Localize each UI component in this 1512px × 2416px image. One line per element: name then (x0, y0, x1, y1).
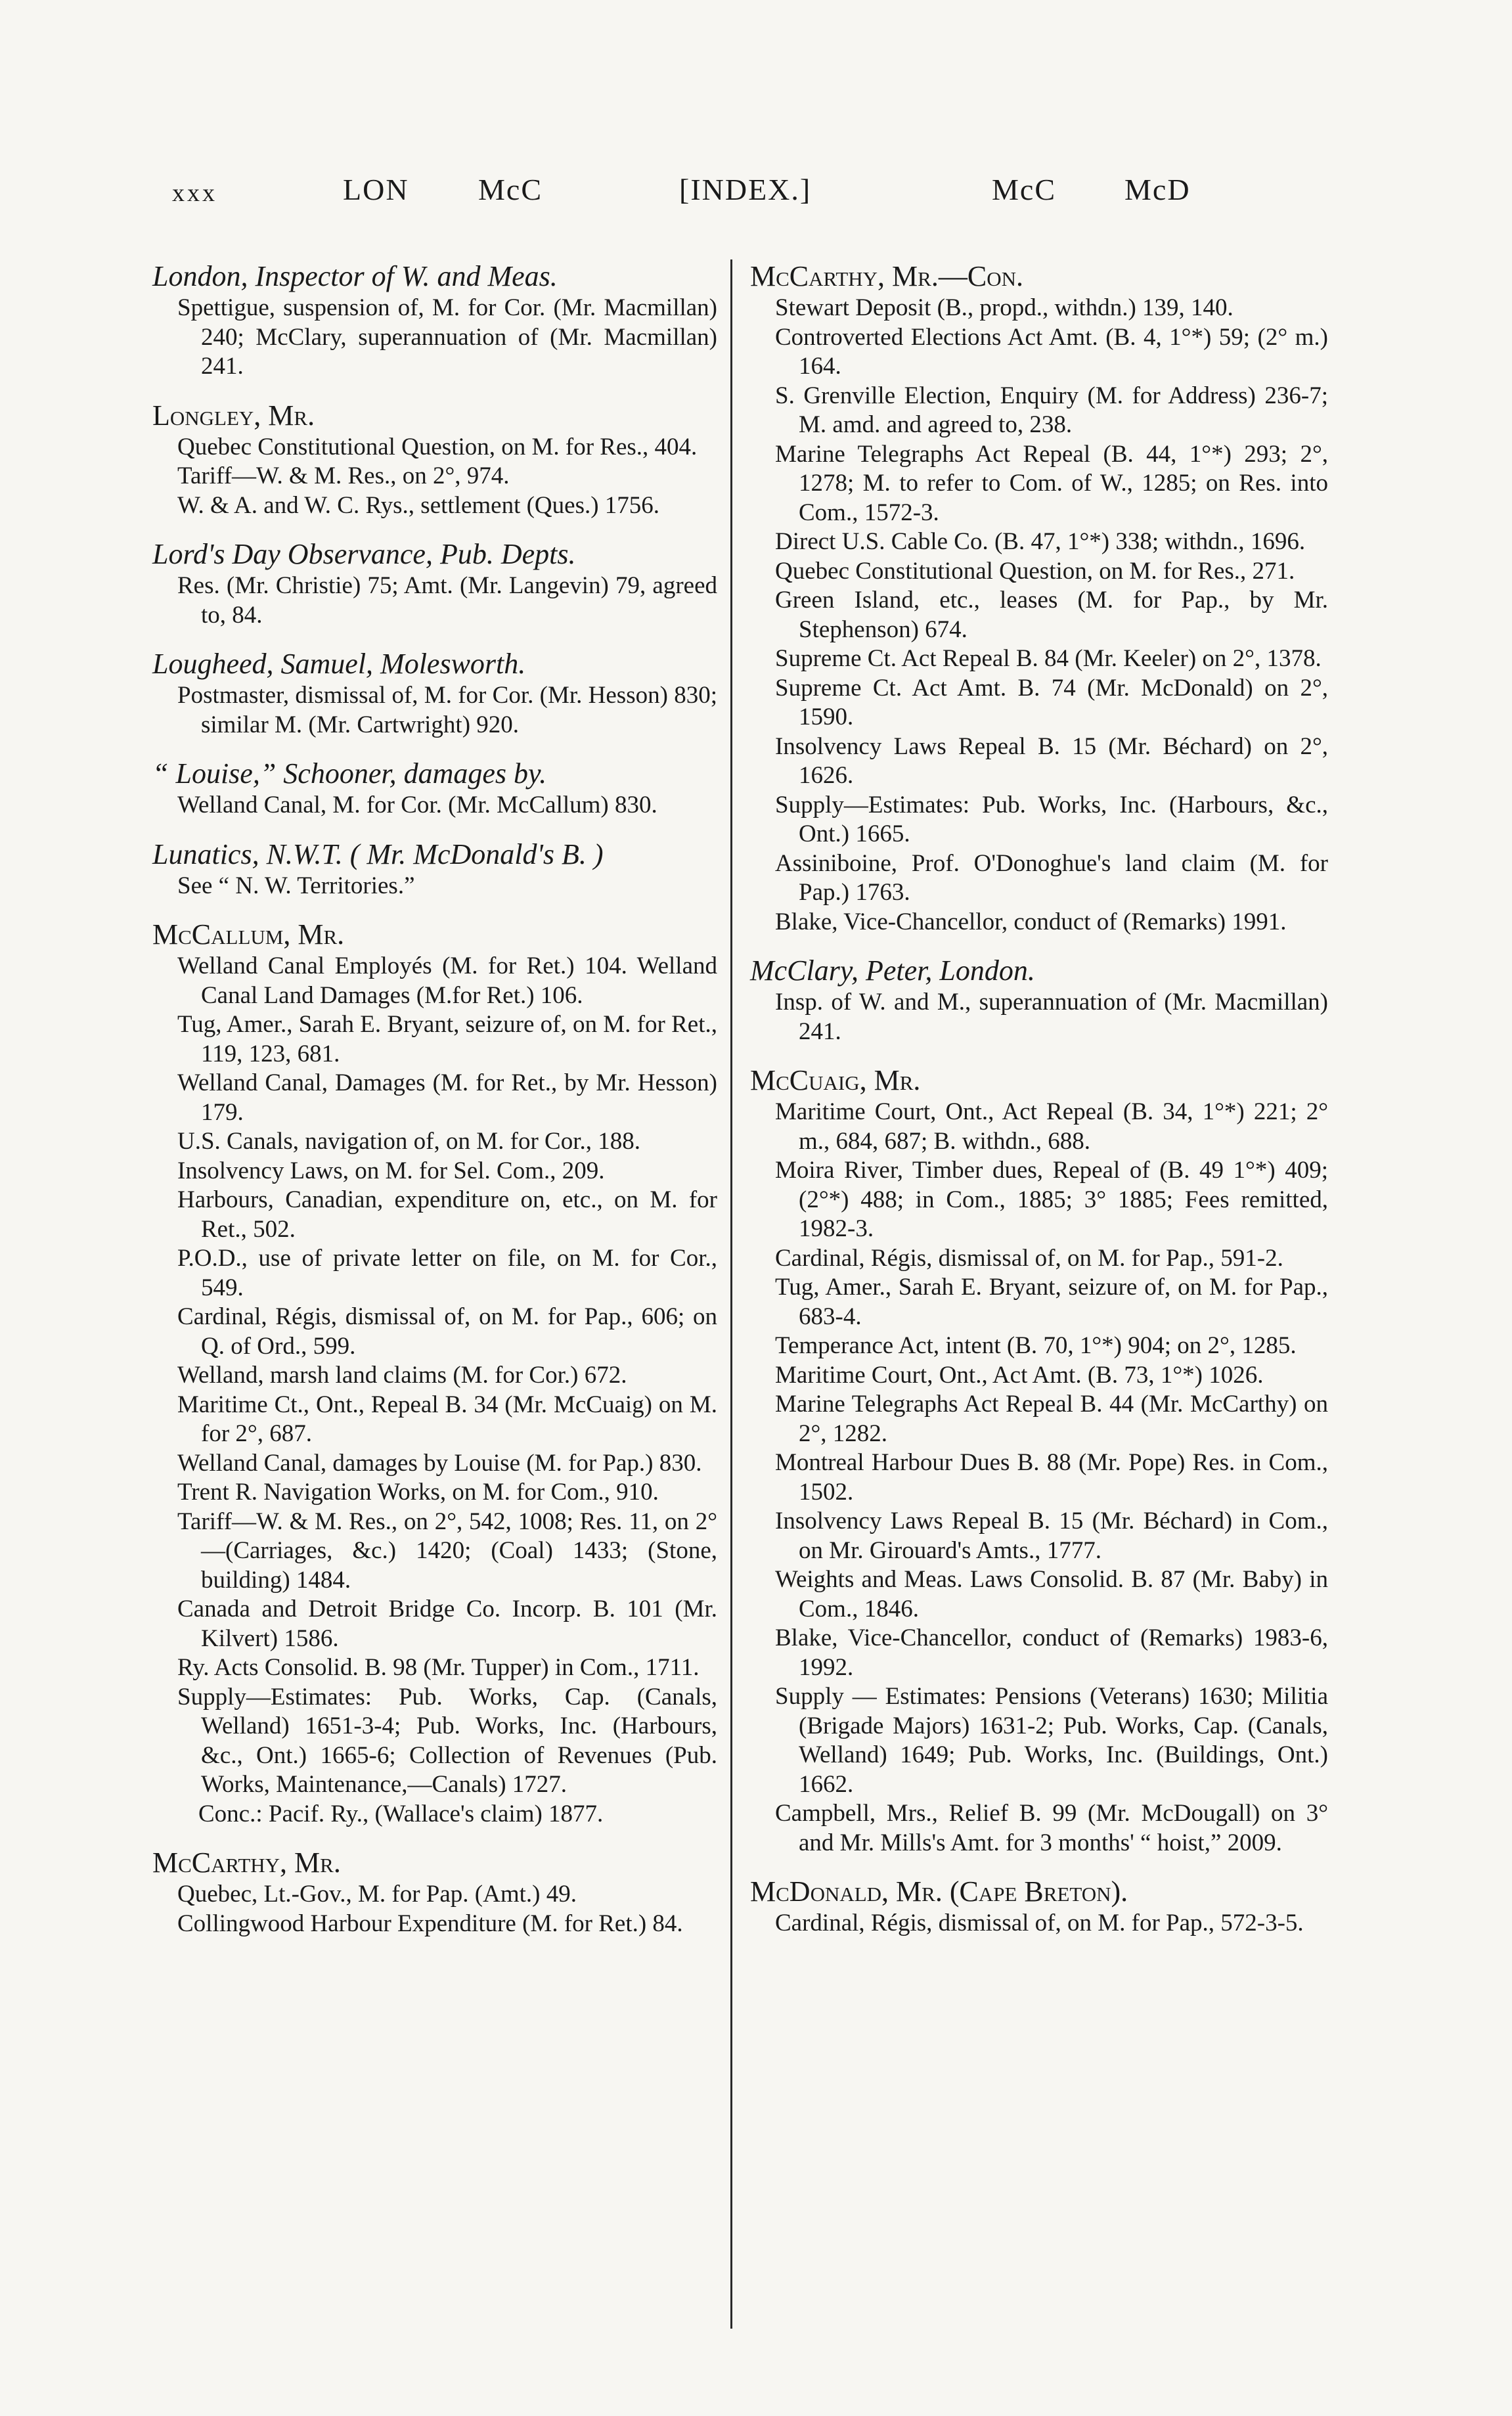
entry-heading: Lord's Day Observance, Pub. Depts. (152, 538, 576, 570)
entry-reference: Assiniboine, Prof. O'Donoghue's land claim (M. for Pap.) 1763. (775, 849, 1328, 906)
entry-heading: McClary, Peter, London. (750, 954, 1035, 987)
entry-reference: S. Grenville Election, Enquiry (M. for Address) 236-7; M. amd. and agreed to, 238. (775, 382, 1328, 438)
running-head-lon: LON (343, 173, 409, 206)
entry-reference: Spettigue, suspension of, M. for Cor. (Mr. Macmillan) 240; McClary, superannuation of (Mr. Macmillan) 241. (177, 294, 717, 380)
entry-reference: Marine Telegraphs Act Repeal (B. 44, 1°*) 293; 2°, 1278; M. to refer to Com. of W., 1285; on Res. into Com., 1572-3. (775, 440, 1328, 526)
index-entry (750, 1063, 1328, 1858)
entry-reference: Res. (Mr. Christie) 75; Amt. (Mr. Langevin) 79, agreed to, 84. (177, 572, 717, 629)
entry-heading: Lunatics, N.W.T. ( Mr. McDonald's B. ) (152, 838, 604, 870)
entry-heading: McCallum, Mr. (152, 918, 345, 951)
index-entry (750, 954, 1328, 1046)
index-entry (152, 537, 717, 630)
entry-reference: Maritime Ct., Ont., Repeal B. 34 (Mr. McCuaig) on M. for 2°, 687. (177, 1391, 717, 1447)
column-divider (730, 259, 732, 2329)
page-number: xxx (172, 179, 217, 207)
index-entry (750, 259, 1328, 937)
entry-reference: Canada and Detroit Bridge Co. Incorp. B. 101 (Mr. Kilvert) 1586. (177, 1596, 717, 1652)
entry-reference: Quebec Constitutional Question, on M. for Res., 404. (177, 433, 698, 460)
entry-reference: Tariff—W. & M. Res., on 2°, 974. (177, 462, 510, 489)
index-entry (152, 838, 717, 901)
entry-reference: Insolvency Laws, on M. for Sel. Com., 209. (177, 1157, 605, 1184)
entry-reference: Insolvency Laws Repeal B. 15 (Mr. Béchard) on 2°, 1626. (775, 732, 1328, 789)
entry-reference: Supply — Estimates: Pensions (Veterans) 1630; Militia (Brigade Majors) 1631-2; Pub. Works, Cap. (Canals, Welland) 1649; Pub. Works, Inc. (Buildings, Ont.) 1662. (775, 1683, 1328, 1798)
index-entry (750, 1875, 1328, 1938)
entry-heading: McCarthy, Mr.—Con. (750, 260, 1023, 292)
entry-reference: Welland, marsh land claims (M. for Cor.) 672. (177, 1362, 627, 1389)
entry-reference: Weights and Meas. Laws Consolid. B. 87 (Mr. Baby) in Com., 1846. (775, 1566, 1328, 1622)
entry-reference: Welland Canal, damages by Louise (M. for Pap.) 830. (177, 1449, 702, 1477)
entry-reference: Tug, Amer., Sarah E. Bryant, seizure of, on M. for Pap., 683-4. (775, 1274, 1328, 1330)
left-column (152, 259, 717, 1956)
entry-heading: “ Louise,” Schooner, damages by. (152, 757, 547, 790)
running-head-mcc-left: McC (478, 173, 543, 206)
entry-reference: Ry. Acts Consolid. B. 98 (Mr. Tupper) in Com., 1711. (177, 1654, 700, 1681)
entry-reference: Temperance Act, intent (B. 70, 1°*) 904; on 2°, 1285. (775, 1332, 1297, 1359)
entry-reference: U.S. Canals, navigation of, on M. for Cor., 188. (177, 1128, 641, 1155)
entry-reference: Montreal Harbour Dues B. 88 (Mr. Pope) Res. in Com., 1502. (775, 1449, 1328, 1506)
entry-reference: Cardinal, Régis, dismissal of, on M. for Pap., 606; on Q. of Ord., 599. (177, 1303, 717, 1360)
entry-reference: Welland Canal, M. for Cor. (Mr. McCallum) 830. (177, 792, 657, 818)
entry-reference: Welland Canal, Damages (M. for Ret., by Mr. Hesson) 179. (177, 1069, 717, 1126)
entry-reference: Tug, Amer., Sarah E. Bryant, seizure of, on M. for Ret., 119, 123, 681. (177, 1011, 717, 1067)
entry-reference: Maritime Court, Ont., Act Repeal (B. 34, 1°*) 221; 2° m., 684, 687; B. withdn., 688. (775, 1098, 1328, 1155)
entry-subreference: Conc.: Pacif. Ry., (Wallace's claim) 1877. (198, 1800, 604, 1827)
entry-reference: Controverted Elections Act Amt. (B. 4, 1°*) 59; (2° m.) 164. (775, 323, 1328, 380)
entry-reference: Blake, Vice-Chancellor, conduct of (Remarks) 1991. (775, 908, 1287, 935)
entry-reference: Marine Telegraphs Act Repeal B. 44 (Mr. McCarthy) on 2°, 1282. (775, 1391, 1328, 1447)
entry-reference: Stewart Deposit (B., propd., withdn.) 139, 140. (775, 294, 1234, 321)
entry-reference: Moira River, Timber dues, Repeal of (B. 49 1°*) 409; (2°*) 488; in Com., 1885; 3° 1885; Fees remitted, 1982-3. (775, 1157, 1328, 1242)
entry-reference: Supreme Ct. Act Repeal B. 84 (Mr. Keeler) on 2°, 1378. (775, 645, 1322, 672)
entry-heading: McCarthy, Mr. (152, 1846, 341, 1879)
entry-heading: Lougheed, Samuel, Molesworth. (152, 648, 526, 680)
entry-reference: W. & A. and W. C. Rys., settlement (Ques.) 1756. (177, 491, 660, 519)
entry-reference: Campbell, Mrs., Relief B. 99 (Mr. McDougall) on 3° and Mr. Mills's Amt. for 3 months' “ hoist,” 2009. (775, 1800, 1328, 1856)
entry-reference: Trent R. Navigation Works, on M. for Com., 910. (177, 1479, 659, 1506)
index-entry (152, 399, 717, 521)
index-entry (152, 259, 717, 382)
entry-reference: Insp. of W. and M., superannuation of (Mr. Macmillan) 241. (775, 989, 1328, 1045)
running-head-index: [INDEX.] (679, 173, 812, 206)
entry-reference: Quebec, Lt.-Gov., M. for Pap. (Amt.) 49. (177, 1881, 577, 1908)
entry-reference: Cardinal, Régis, dismissal of, on M. for Pap., 572-3-5. (775, 1910, 1304, 1936)
entry-reference: Cardinal, Régis, dismissal of, on M. for Pap., 591-2. (775, 1244, 1283, 1272)
entry-heading: McCuaig, Mr. (750, 1064, 921, 1096)
entry-reference: Quebec Constitutional Question, on M. for Res., 271. (775, 557, 1295, 585)
index-entry (152, 918, 717, 1829)
index-entry (152, 1846, 717, 1938)
entry-heading: London, Inspector of W. and Meas. (152, 260, 558, 292)
index-entry (152, 647, 717, 740)
entry-reference: P.O.D., use of private letter on file, on M. for Cor., 549. (177, 1245, 717, 1301)
entry-heading: McDonald, Mr. (Cape Breton). (750, 1875, 1128, 1908)
index-entry (152, 757, 717, 820)
entry-reference: Supply—Estimates: Pub. Works, Inc. (Harbours, &c., Ont.) 1665. (775, 791, 1328, 847)
right-column (750, 259, 1328, 1956)
entry-reference: Direct U.S. Cable Co. (B. 47, 1°*) 338; withdn., 1696. (775, 528, 1306, 555)
entry-reference: Postmaster, dismissal of, M. for Cor. (Mr. Hesson) 830; similar M. (Mr. Cartwright) 920. (177, 682, 717, 738)
entry-heading: Longley, Mr. (152, 399, 315, 432)
entry-reference: Harbours, Canadian, expenditure on, etc., on M. for Ret., 502. (177, 1186, 717, 1243)
entry-reference: Insolvency Laws Repeal B. 15 (Mr. Béchard) in Com., on Mr. Girouard's Amts., 1777. (775, 1508, 1328, 1564)
entry-reference: Welland Canal Employés (M. for Ret.) 104. Welland Canal Land Damages (M.for Ret.) 106. (177, 952, 717, 1009)
entry-reference: Blake, Vice-Chancellor, conduct of (Remarks) 1983-6, 1992. (775, 1624, 1328, 1681)
entry-reference: Green Island, etc., leases (M. for Pap., by Mr. Stephenson) 674. (775, 587, 1328, 643)
running-head-mcc-right: McC (992, 173, 1056, 206)
running-head-mcd: McD (1124, 173, 1191, 206)
entry-reference: Maritime Court, Ont., Act Amt. (B. 73, 1°*) 1026. (775, 1361, 1264, 1389)
entry-reference: Tariff—W. & M. Res., on 2°, 542, 1008; Res. 11, on 2°—(Carriages, &c.) 1420; (Coal) 1433; (Stone, building) 1484. (177, 1508, 717, 1594)
entry-reference: Supply—Estimates: Pub. Works, Cap. (Canals, Welland) 1651-3-4; Pub. Works, Inc. (Harbours, &c., Ont.) 1665-6; Collection of Revenues (Pub. Works, Maintenance,—Canals) 1727. (177, 1683, 717, 1798)
entry-reference: See “ N. W. Territories.” (177, 872, 415, 899)
entry-reference: Collingwood Harbour Expenditure (M. for Ret.) 84. (177, 1910, 683, 1937)
entry-reference: Supreme Ct. Act Amt. B. 74 (Mr. McDonald) on 2°, 1590. (775, 674, 1328, 730)
